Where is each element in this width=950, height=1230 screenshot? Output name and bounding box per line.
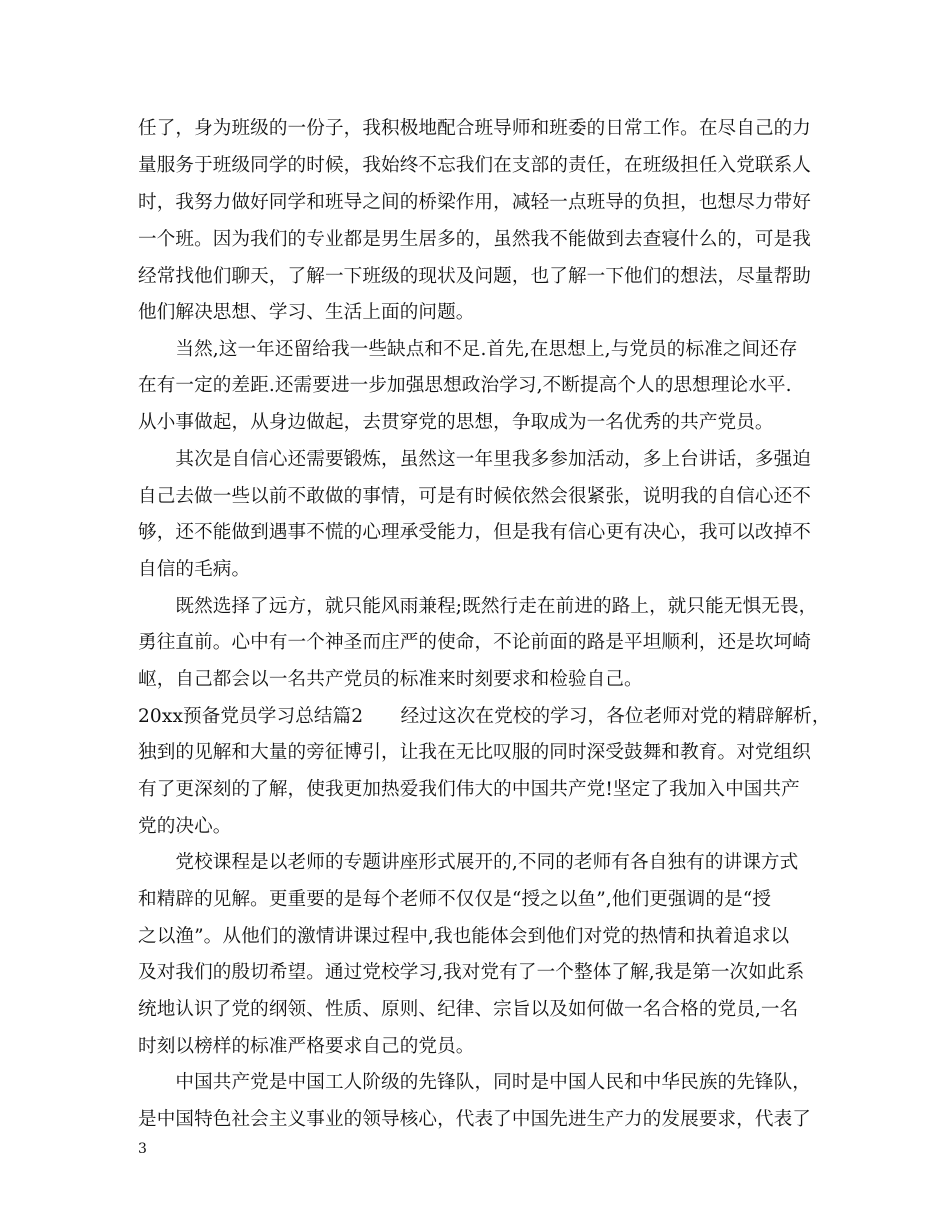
text-line: 党的决心。 <box>138 816 232 837</box>
text-line: 既然选择了远方，就只能风雨兼程;既然行走在前进的路上，就只能无惧无畏， <box>138 596 818 617</box>
text-line: 中国共产党是中国工人阶级的先锋队，同时是中国人民和中华民族的先锋队， <box>138 1072 811 1093</box>
text-line: 从小事做起，从身边做起，去贯穿党的思想，争取成为一名优秀的共产党员。 <box>138 412 774 433</box>
text-line: 任了，身为班级的一份子，我积极地配合班导师和班委的日常工作。在尽自己的力 <box>138 118 811 139</box>
text-line: 时刻以榜样的标准严格要求自己的党员。 <box>138 1036 475 1057</box>
text-line: 自信的毛病。 <box>138 559 251 580</box>
text-line: 时，我努力做好同学和班导之间的桥梁作用，减轻一点班导的负担，也想尽力带好 <box>138 192 811 213</box>
text-line: 他们解决思想、学习、生活上面的问题。 <box>138 302 475 323</box>
text-line: 和精辟的见解。更重要的是每个老师不仅仅是“授之以鱼”,他们更强调的是“授 <box>138 889 772 910</box>
text-line: 岖，自己都会以一名共产党员的标准来时刻要求和检验自己。 <box>138 669 643 690</box>
text-line: 勇往直前。心中有一个神圣而庄严的使命，不论前面的路是平坦顺利，还是坎坷崎 <box>138 632 811 653</box>
text-line: 及对我们的殷切希望。通过党校学习,我对党有了一个整体了解,我是第一次如此系 <box>138 962 805 983</box>
text-line: 当然,这一年还留给我一些缺点和不足.首先,在思想上,与党员的标准之间还存 <box>138 339 798 360</box>
text-line: 是中国特色社会主义事业的领导核心，代表了中国先进生产力的发展要求，代表了 <box>138 1109 811 1130</box>
section-heading-line: 20xx预备党员学习总结篇2 经过这次在党校的学习，各位老师对党的精辟解析， <box>138 706 831 727</box>
text-line: 有了更深刻的了解，使我更加热爱我们伟大的中国共产党!坚定了我加入中国共产 <box>138 779 800 800</box>
text-line: 一个班。因为我们的专业都是男生居多的，虽然我不能做到去查寝什么的，可是我 <box>138 229 811 250</box>
text-line: 之以渔”。从他们的激情讲课过程中,我也能体会到他们对党的热情和执着追求以 <box>138 926 790 947</box>
text-line: 够，还不能做到遇事不慌的心理承受能力，但是我有信心更有决心，我可以改掉不 <box>138 522 811 543</box>
text-line: 自己去做一些以前不敢做的事情，可是有时候依然会很紧张，说明我的自信心还不 <box>138 486 811 507</box>
text-line: 独到的见解和大量的旁征博引，让我在无比叹服的同时深受鼓舞和教育。对党组织 <box>138 742 811 763</box>
text-line: 量服务于班级同学的时候，我始终不忘我们在支部的责任，在班级担任入党联系人 <box>138 155 811 176</box>
text-line: 统地认识了党的纲领、性质、原则、纪律、宗旨以及如何做一名合格的党员,一名 <box>138 999 799 1020</box>
text-line: 其次是自信心还需要锻炼，虽然这一年里我多参加活动，多上台讲话，多强迫 <box>138 449 811 470</box>
text-line: 党校课程是以老师的专题讲座形式展开的,不同的老师有各自独有的讲课方式 <box>138 852 799 873</box>
text-line: 在有一定的差距.还需要进一步加强思想政治学习,不断提高个人的思想理论水平. <box>138 375 792 396</box>
page-number: 3 <box>138 1141 147 1157</box>
text-line: 经常找他们聊天，了解一下班级的现状及问题，也了解一下他们的想法，尽量帮助 <box>138 266 811 287</box>
